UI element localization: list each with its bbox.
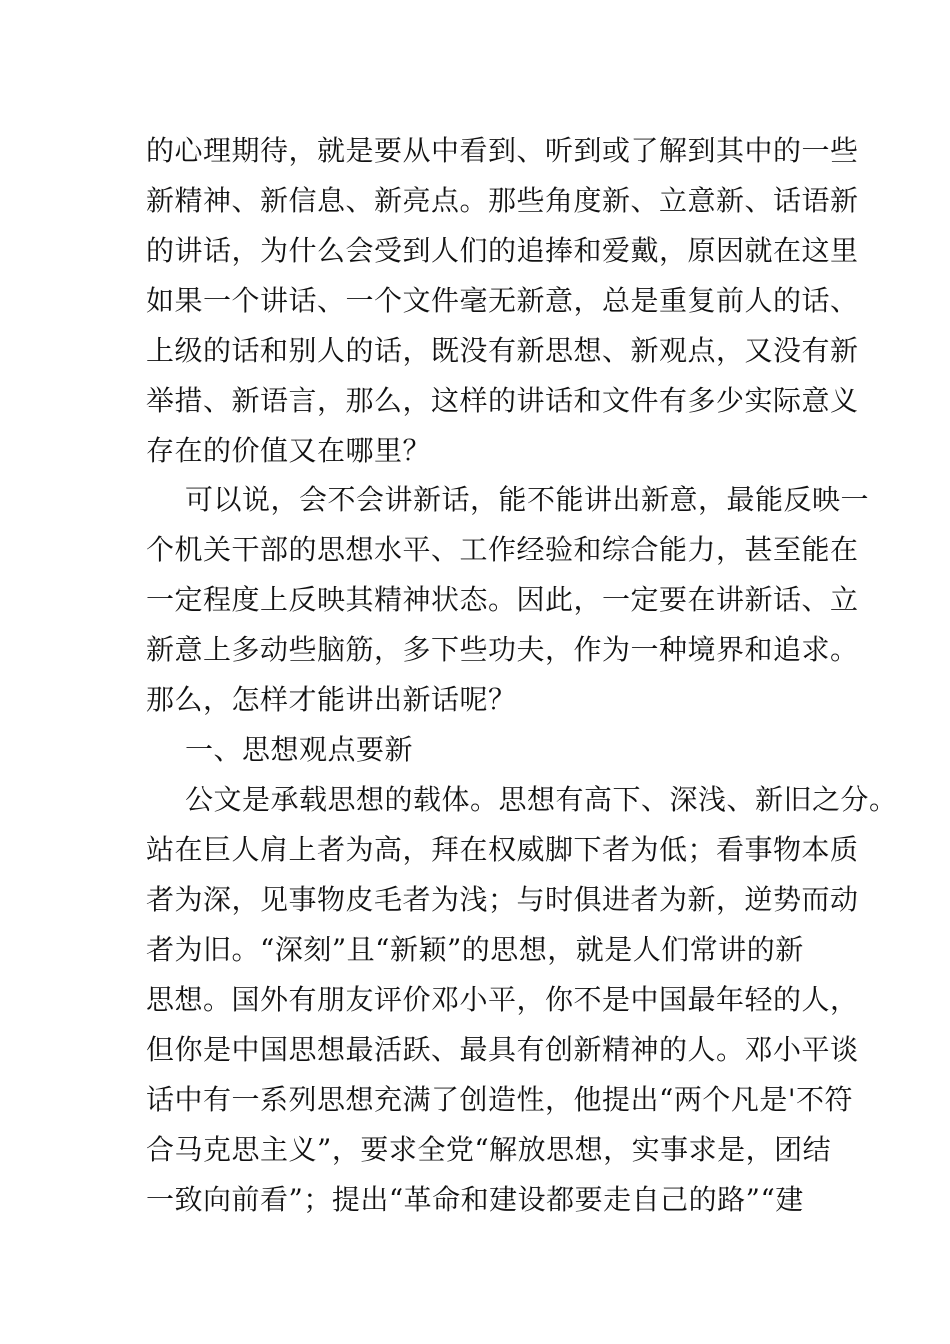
text-line: 新意上多动些脑筋，多下些功夫，作为一种境界和追求。 — [146, 633, 859, 666]
text-line: 的心理期待，就是要从中看到、听到或了解到其中的一些 — [146, 134, 859, 167]
text-line: 的讲话，为什么会受到人们的追捧和爱戴，原因就在这里 — [146, 234, 859, 267]
text-line: 合马克思主义”，要求全党“解放思想，实事求是，团结 — [146, 1133, 832, 1166]
text-line: 话中有一系列思想充满了创造性，他提出“两个凡是'不符 — [146, 1083, 854, 1116]
text-line: 者为深，见事物皮毛者为浅；与时俱进者为新，逆势而动 — [146, 883, 859, 916]
text-line: 一致向前看”；提出“革命和建设都要走自己的路”“建 — [146, 1183, 804, 1216]
text-line: 者为旧。“深刻”且“新颖”的思想，就是人们常讲的新 — [146, 933, 804, 966]
text-line: 个机关干部的思想水平、工作经验和综合能力，甚至能在 — [146, 533, 859, 566]
text-line: 如果一个讲话、一个文件毫无新意，总是重复前人的话、 — [146, 284, 859, 317]
text-line: 思想。国外有朋友评价邓小平，你不是中国最年轻的人， — [146, 983, 859, 1016]
text-line: 那么，怎样才能讲出新话呢？ — [146, 683, 517, 716]
paragraph-first-line: 可以说，会不会讲新话，能不能讲出新意，最能反映一 — [185, 483, 870, 516]
section-heading: 一、思想观点要新 — [185, 733, 414, 766]
text-line: 存在的价值又在哪里？ — [146, 434, 432, 467]
text-line: 上级的话和别人的话，既没有新思想、新观点，又没有新 — [146, 334, 859, 367]
text-line: 新精神、新信息、新亮点。那些角度新、立意新、话语新 — [146, 184, 859, 217]
text-line: 站在巨人肩上者为高，拜在权威脚下者为低；看事物本质 — [146, 833, 859, 866]
text-line: 举措、新语言，那么，这样的讲话和文件有多少实际意义 — [146, 384, 859, 417]
paragraph-first-line: 公文是承载思想的载体。思想有高下、深浅、新旧之分。 — [185, 783, 898, 816]
text-line: 但你是中国思想最活跃、最具有创新精神的人。邓小平谈 — [146, 1033, 859, 1066]
text-line: 一定程度上反映其精神状态。因此，一定要在讲新话、立 — [146, 583, 859, 616]
